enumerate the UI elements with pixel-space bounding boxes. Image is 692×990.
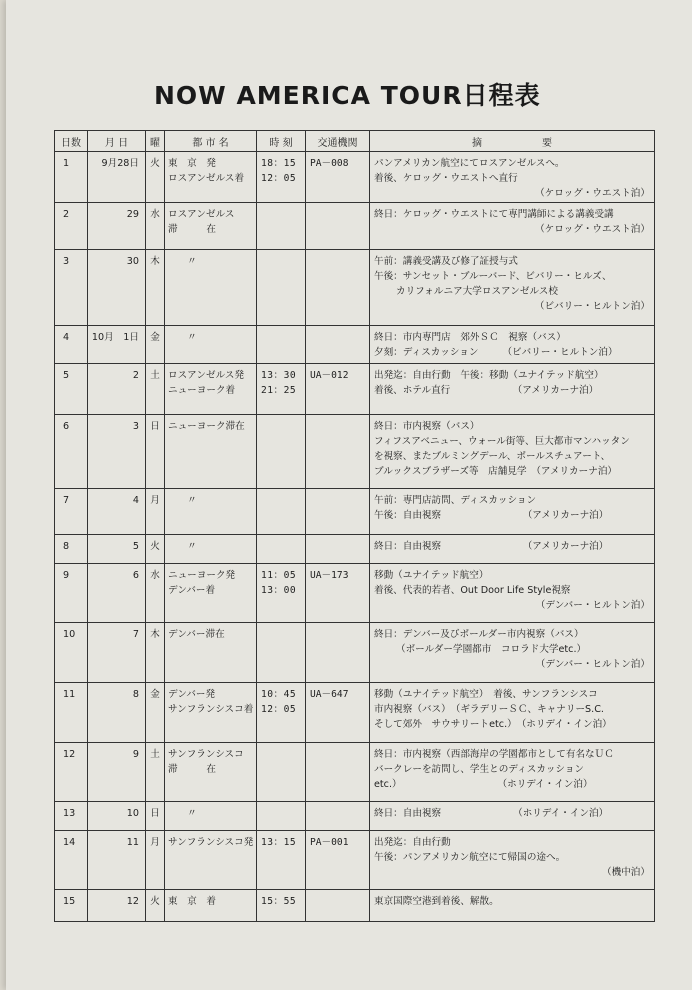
header-row xyxy=(55,131,655,152)
time-cell: 10：45 12：05 xyxy=(257,683,306,743)
summary-cell xyxy=(370,743,655,802)
summary-cell xyxy=(370,250,655,326)
time-cell: 13：30 21：25 xyxy=(257,364,306,415)
city-cell: 東 京 着 xyxy=(165,890,257,922)
transport-cell: PA－008 xyxy=(306,152,370,203)
city-cell: 〃 xyxy=(165,250,257,326)
table-row xyxy=(55,203,655,250)
table-row xyxy=(55,250,655,326)
weekday-cell: 金 xyxy=(146,326,165,364)
summary-line: （ケロッグ・ウエスト泊） xyxy=(535,188,650,199)
header-summary: 摘 要 xyxy=(370,131,655,152)
transport-cell xyxy=(306,489,370,535)
transport-cell: UA－647 xyxy=(306,683,370,743)
summary-line: 移動（ユナイテッド航空） 着後、サンフランシスコ xyxy=(374,689,598,700)
time-cell xyxy=(257,802,306,831)
summary-line: （デンバー・ヒルトン泊） xyxy=(535,659,650,670)
date-cell: 29 xyxy=(88,203,146,250)
time-cell xyxy=(257,203,306,250)
city-cell: 〃 xyxy=(165,535,257,564)
table-row xyxy=(55,683,655,743)
header-dow: 曜 xyxy=(146,131,165,152)
header-date: 月 日 xyxy=(88,131,146,152)
transport-cell xyxy=(306,326,370,364)
city-cell: 〃 xyxy=(165,326,257,364)
summary-cell xyxy=(370,535,655,564)
weekday-cell: 火 xyxy=(146,152,165,203)
summary-cell xyxy=(370,802,655,831)
weekday-cell: 土 xyxy=(146,743,165,802)
time-cell xyxy=(257,415,306,489)
transport-cell xyxy=(306,802,370,831)
city-cell: 〃 xyxy=(165,802,257,831)
weekday-cell: 水 xyxy=(146,203,165,250)
summary-cell xyxy=(370,152,655,203)
city-cell: ロスアンゼルス発 ニューヨーク着 xyxy=(165,364,257,415)
day-number: 3 xyxy=(55,250,88,326)
day-number: 1 xyxy=(55,152,88,203)
summary-line: 市内視察（バス） （ギラデリーＳＣ、キャナリーS.C. xyxy=(374,704,604,715)
summary-cell xyxy=(370,683,655,743)
summary-line: 終日：デンバー及びボールダー市内視察（バス） xyxy=(374,629,584,640)
time-cell xyxy=(257,743,306,802)
summary-line: 午後：自由視察 （アメリカーナ泊） xyxy=(374,510,609,521)
table-row xyxy=(55,489,655,535)
date-cell: 4 xyxy=(88,489,146,535)
summary-line: 着後、ケロッグ・ウエストへ直行 xyxy=(374,173,518,184)
weekday-cell: 土 xyxy=(146,364,165,415)
summary-line: 夕刻：ディスカッション （ビバリー・ヒルトン泊） xyxy=(374,347,618,358)
date-cell: 8 xyxy=(88,683,146,743)
table-row xyxy=(55,364,655,415)
date-cell: 10 xyxy=(88,802,146,831)
time-cell: 15：55 xyxy=(257,890,306,922)
transport-cell xyxy=(306,203,370,250)
time-cell xyxy=(257,623,306,683)
date-cell: 2 xyxy=(88,364,146,415)
summary-line: カリフォルニア大学ロスアンゼルス校 xyxy=(396,286,558,297)
city-cell: ニューヨーク滞在 xyxy=(165,415,257,489)
weekday-cell: 木 xyxy=(146,623,165,683)
date-cell: 7 xyxy=(88,623,146,683)
city-cell: ニューヨーク発 デンバー着 xyxy=(165,564,257,623)
day-number: 2 xyxy=(55,203,88,250)
day-number: 4 xyxy=(55,326,88,364)
summary-line: 午前：専門店訪問、ディスカッション xyxy=(374,495,537,506)
time-cell: 18：15 12：05 xyxy=(257,152,306,203)
time-cell xyxy=(257,535,306,564)
summary-line: バークレーを訪問し、学生とのディスカッション xyxy=(374,764,585,775)
transport-cell xyxy=(306,890,370,922)
summary-line: （ボールダー学園都市 コロラド大学etc.） xyxy=(396,644,587,655)
summary-cell xyxy=(370,415,655,489)
day-number: 14 xyxy=(55,831,88,890)
table-row xyxy=(55,415,655,489)
summary-cell xyxy=(370,326,655,364)
time-cell: 11：05 13：00 xyxy=(257,564,306,623)
table-row xyxy=(55,831,655,890)
day-number: 6 xyxy=(55,415,88,489)
summary-line: （機中泊） xyxy=(602,867,650,878)
time-cell xyxy=(257,326,306,364)
summary-line: 出発迄：自由行動 午後：移動（ユナイテッド航空） xyxy=(374,370,604,381)
header-time: 時 刻 xyxy=(257,131,306,152)
summary-line: 終日：市内視察（西部海岸の学園都市として有名なＵＣ xyxy=(374,749,614,760)
transport-cell xyxy=(306,623,370,683)
summary-cell xyxy=(370,489,655,535)
city-cell: 〃 xyxy=(165,489,257,535)
city-cell: デンバー滞在 xyxy=(165,623,257,683)
summary-line: フィフスアベニュー、ウォール街等、巨大都市マンハッタン xyxy=(374,436,630,447)
day-number: 15 xyxy=(55,890,88,922)
table-row xyxy=(55,802,655,831)
transport-cell: UA－173 xyxy=(306,564,370,623)
weekday-cell: 水 xyxy=(146,564,165,623)
summary-line: を視察、またブルミングデール、ボールスチュアート、 xyxy=(374,451,611,462)
table-row xyxy=(55,623,655,683)
weekday-cell: 火 xyxy=(146,890,165,922)
table-row xyxy=(55,535,655,564)
summary-line: 終日：市内視察（バス） xyxy=(374,421,480,432)
summary-line: （デンバー・ヒルトン泊） xyxy=(535,600,650,611)
weekday-cell: 日 xyxy=(146,415,165,489)
date-cell: 11 xyxy=(88,831,146,890)
summary-line: 午後：パンアメリカン航空にて帰国の途へ。 xyxy=(374,852,566,863)
time-cell xyxy=(257,489,306,535)
summary-line: 東京国際空港到着後、解散。 xyxy=(374,896,499,907)
transport-cell xyxy=(306,535,370,564)
summary-line: パンアメリカン航空にてロスアンゼルスへ。 xyxy=(374,158,565,169)
weekday-cell: 月 xyxy=(146,489,165,535)
day-number: 5 xyxy=(55,364,88,415)
summary-line: そして郊外 サウサリートetc.） （ホリデイ・イン泊） xyxy=(374,719,612,730)
table-row xyxy=(55,564,655,623)
summary-line: 終日：市内専門店 郊外ＳＣ 視察（バス） xyxy=(374,332,566,343)
header-day: 日数 xyxy=(55,131,88,152)
document-sheet xyxy=(6,0,692,990)
city-cell: サンフランシスコ 滞 在 xyxy=(165,743,257,802)
transport-cell xyxy=(306,415,370,489)
weekday-cell: 火 xyxy=(146,535,165,564)
weekday-cell: 金 xyxy=(146,683,165,743)
date-cell: 12 xyxy=(88,890,146,922)
summary-cell xyxy=(370,623,655,683)
summary-cell xyxy=(370,203,655,250)
day-number: 12 xyxy=(55,743,88,802)
summary-line: 移動（ユナイテッド航空） xyxy=(374,570,489,581)
table-row xyxy=(55,326,655,364)
day-number: 10 xyxy=(55,623,88,683)
date-cell: 9 xyxy=(88,743,146,802)
transport-cell: PA－001 xyxy=(306,831,370,890)
day-number: 7 xyxy=(55,489,88,535)
city-cell: 東 京 発 ロスアンゼルス着 xyxy=(165,152,257,203)
summary-cell xyxy=(370,890,655,922)
date-cell: 6 xyxy=(88,564,146,623)
itinerary-table xyxy=(54,130,655,922)
date-cell: 5 xyxy=(88,535,146,564)
date-cell: 10月 1日 xyxy=(88,326,146,364)
day-number: 13 xyxy=(55,802,88,831)
date-cell: 30 xyxy=(88,250,146,326)
table-row xyxy=(55,152,655,203)
date-cell: 9月28日 xyxy=(88,152,146,203)
page-title: NOW AMERICA TOUR日程表 xyxy=(154,81,541,110)
summary-line: 終日：自由視察 （アメリカーナ泊） xyxy=(374,541,609,552)
summary-line: 着後、ホテル直行 （アメリカーナ泊） xyxy=(374,385,599,396)
summary-line: ブルックスブラザーズ等 店舗見学 （アメリカーナ泊） xyxy=(374,466,618,477)
summary-line: 着後、代表的若者、Out Door Life Style視察 xyxy=(374,585,571,596)
transport-cell xyxy=(306,250,370,326)
summary-line: （ビバリー・ヒルトン泊） xyxy=(534,301,650,312)
city-cell: サンフランシスコ発 xyxy=(165,831,257,890)
city-cell: デンバー発 サンフランシスコ着 xyxy=(165,683,257,743)
summary-cell xyxy=(370,564,655,623)
weekday-cell: 日 xyxy=(146,802,165,831)
day-number: 11 xyxy=(55,683,88,743)
transport-cell xyxy=(306,743,370,802)
summary-line: 終日：ケロッグ・ウエストにて専門講師による講義受講 xyxy=(374,209,614,220)
summary-line: 午後：サンセット・ブルーバード、ビバリー・ヒルズ、 xyxy=(374,271,612,282)
time-cell xyxy=(257,250,306,326)
table-row xyxy=(55,890,655,922)
summary-cell xyxy=(370,364,655,415)
table-row xyxy=(55,743,655,802)
day-number: 8 xyxy=(55,535,88,564)
city-cell: ロスアンゼルス 滞 在 xyxy=(165,203,257,250)
summary-line: etc.） （ホリデイ・イン泊） xyxy=(374,779,593,790)
summary-line: 午前：講義受講及び修了証授与式 xyxy=(374,256,518,267)
header-transport: 交通機関 xyxy=(306,131,370,152)
transport-cell: UA－012 xyxy=(306,364,370,415)
header-city: 都 市 名 xyxy=(165,131,257,152)
summary-line: 出発迄：自由行動 xyxy=(374,837,451,848)
weekday-cell: 木 xyxy=(146,250,165,326)
weekday-cell: 月 xyxy=(146,831,165,890)
date-cell: 3 xyxy=(88,415,146,489)
day-number: 9 xyxy=(55,564,88,623)
summary-line: （ケロッグ・ウエスト泊） xyxy=(535,224,650,235)
summary-line: 終日：自由視察 （ホリデイ・イン泊） xyxy=(374,808,609,819)
summary-cell xyxy=(370,831,655,890)
time-cell: 13：15 xyxy=(257,831,306,890)
